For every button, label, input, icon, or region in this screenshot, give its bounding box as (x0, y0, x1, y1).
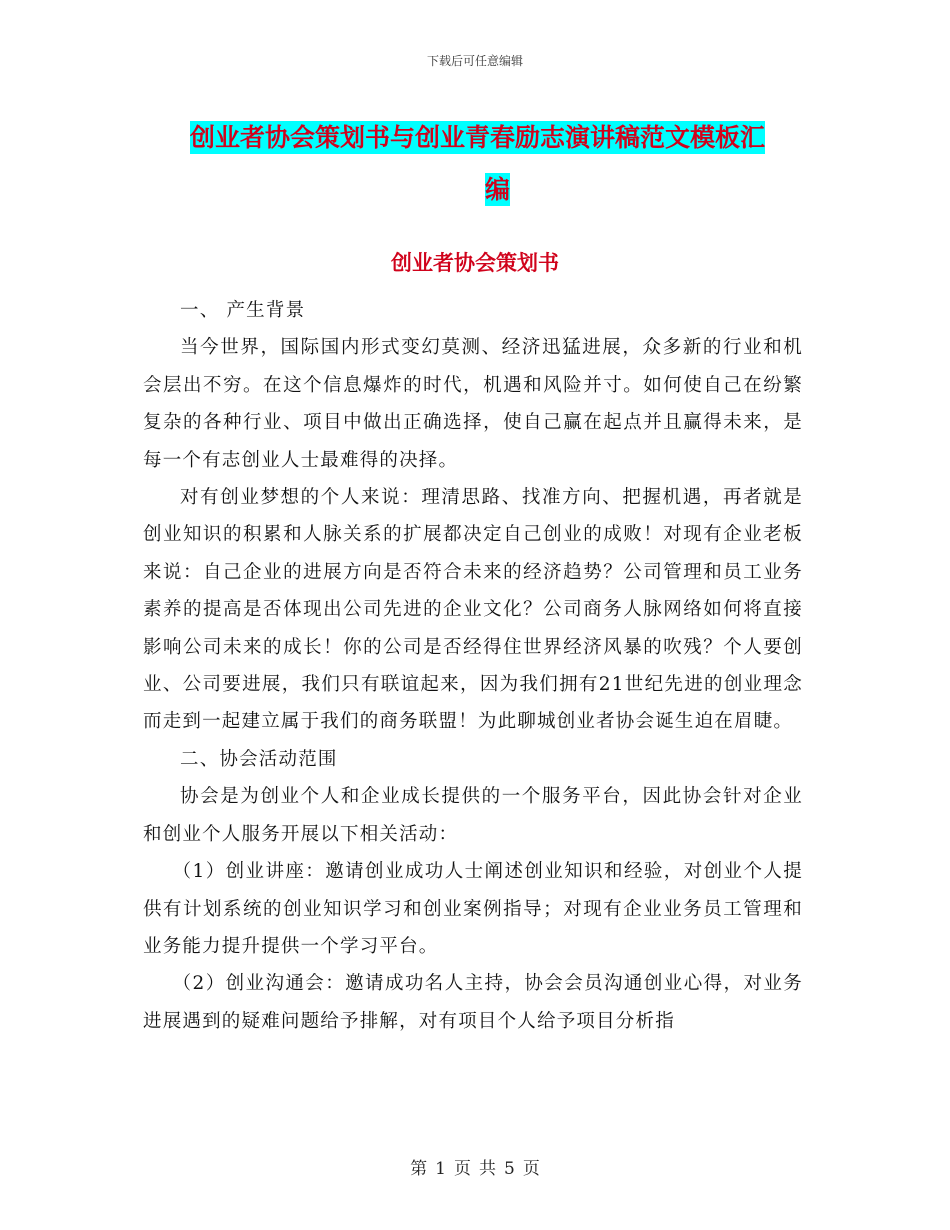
paragraph: 当今世界，国际国内形式变幻莫测、经济迅猛进展，众多新的行业和机会层出不穷。在这个信息爆炸的时代，机遇和风险并寸。如何使自己在纷繁复杂的各种行业、项目中做出正确选择，使自己赢在起点并且赢得未来，是每一个有志创业人士最难得的决择。 (143, 337, 803, 471)
paragraph: 协会是为创业个人和企业成长提供的一个服务平台，因此协会针对企业和创业个人服务开展以下相关活动： (143, 786, 803, 845)
footer-label: 页 (454, 1159, 471, 1179)
page-number: 1 (435, 1159, 446, 1179)
footer-label: 页 (522, 1159, 540, 1179)
paragraph: 对有创业梦想的个人来说：理清思路、找准方向、把握机遇，再者就是创业知识的积累和人脉关系的扩展都决定自己创业的成败！对现有企业老板来说：自己企业的进展方向是否符合未来的经济趋势？公司管理和员工业务素养的提高是否体现出公司先进的企业文化？公司商务人脉网络如何将直接影响公司未来的成长！你的公司是否经得住世界经济风暴的吹残？个人要创业、公司要进展，我们只有联谊起来，因为我们拥有21世纪先进的创业理念而走到一起建立属于我们的商务联盟！为此聊城创业者协会诞生迫在眉睫。 (143, 487, 803, 733)
header-note: 下载后可任意编辑 (426, 54, 523, 68)
heading-background: 一、 产生背景 (180, 300, 306, 321)
document-body (143, 292, 803, 1040)
document-title (190, 112, 805, 216)
footer-label: 共 (479, 1159, 496, 1179)
list-item: （1）创业讲座：邀请创业成功人士阐述创业知识和经验，对创业个人提供有计划系统的创业知识学习和创业案例指导；对现有企业业务员工管理和业务能力提升提供一个学习平台。 (143, 861, 803, 957)
page-footer (0, 1154, 950, 1179)
document-title-line-1: 创业者协会策划书与创业青春励志演讲稿范文模板汇 (190, 123, 766, 152)
section-title: 创业者协会策划书 (391, 250, 559, 275)
document-title-line-2: 编 (484, 175, 510, 204)
heading-activity-scope: 二、协会活动范围 (180, 748, 338, 770)
list-item: （2）创业沟通会：邀请成功名人主持，协会会员沟通创业心得，对业务进展遇到的疑难问题给予排解，对有项目个人给予项目分析指 (143, 973, 803, 1032)
page-total: 5 (504, 1159, 515, 1179)
footer-label: 第 (410, 1159, 428, 1179)
